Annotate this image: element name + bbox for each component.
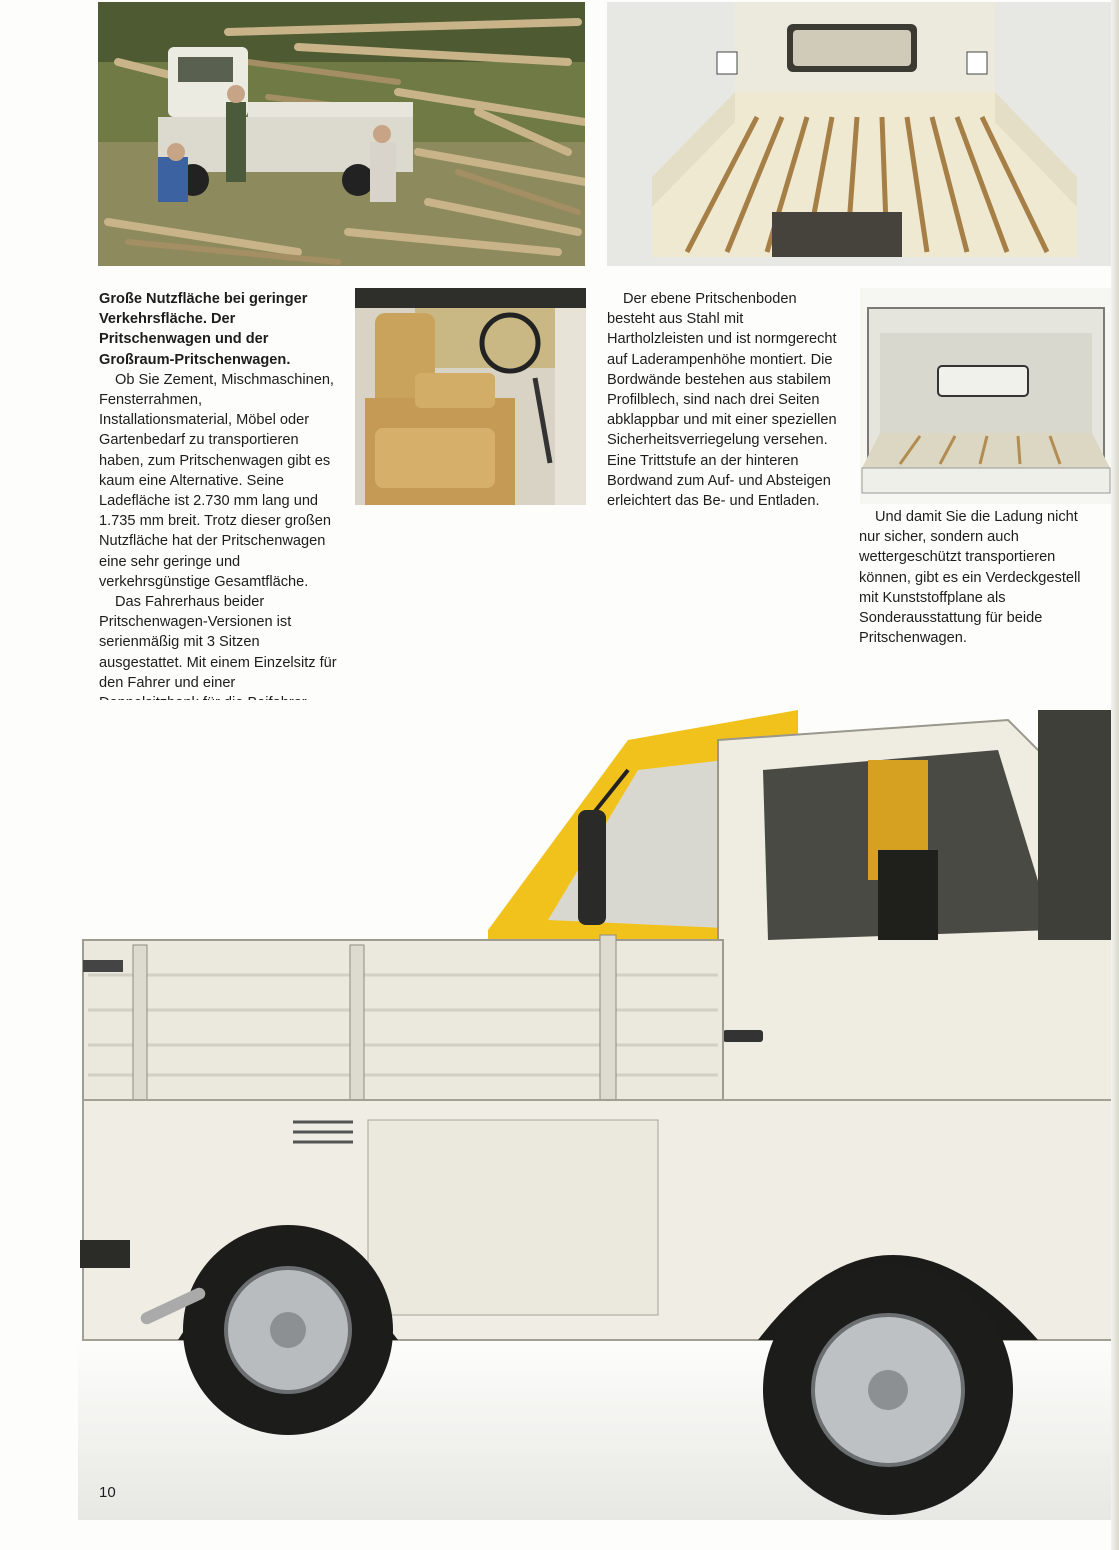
photo-pickup-truck-side [78,700,1113,1520]
photo-logging-pickup [98,2,585,266]
left-text-column [99,289,337,754]
page-edge-shadow [1111,0,1119,1550]
photo-pickup-bed-top-view [607,2,1119,266]
body-paragraph-cargo: Ob Sie Zement, Mischmaschinen, Fensterrahmen, Installationsmaterial, Möbel oder Gartenbedarf zu transportieren haben, zum Pritschenwagen gibt es kaum eine Alternative. Seine Ladefläche ist 2.730 mm lang und 1.735 mm breit. Trotz dieser großen Nutzfläche hat der Pritschenwagen eine sehr geringe und verkehrsgünstige Gesamtfläche. [99,371,334,590]
photo-pickup-with-canopy [860,288,1112,504]
middle-text-column [607,289,843,511]
section-heading: Große Nutzfläche bei geringer Verkehrsfläche. Der Pritschenwagen und der Großraum-Pritschenwagen. [99,291,308,368]
photo-cab-interior-seats [355,288,586,505]
page-number: 10 [99,1484,116,1501]
body-paragraph-cab: Das Fahrerhaus beider Pritschenwagen-Versionen ist serienmäßig mit 3 Sitzen ausgestattet. Mit einem Einzelsitz für den Fahrer und einer [99,594,337,691]
body-paragraph-canopy: Und damit Sie die Ladung nicht nur sicher, sondern auch wettergeschützt transportieren können, gibt es ein Verdeckgestell mit Kunststoffplane als Sonderausstattung für beide Pritschenwagen. [859,509,1081,647]
body-paragraph-bed: Der ebene Pritschenboden besteht aus Stahl mit Hartholzleisten und ist normgerecht auf Laderampenhöhe montiert. Die Bordwände bestehen aus stabilem Profilblech, sind nach drei Seiten abklappbar und mit einer speziellen Sicherheitsverriegelung versehen. Eine Trittstufe an der hinteren Bordwand zum Auf- und Absteigen erleichtert das Be- und Entladen. [607,291,837,510]
right-text-column [859,507,1089,648]
